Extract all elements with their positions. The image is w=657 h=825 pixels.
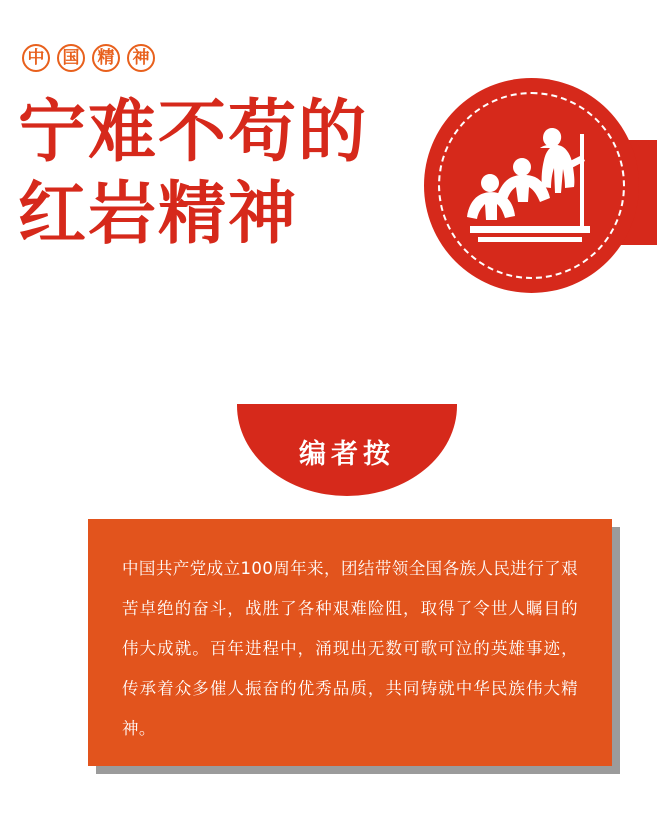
- eyebrow-char-1: 中: [22, 44, 50, 72]
- eyebrow-series-label: [22, 44, 155, 72]
- eyebrow-char-2: 国: [57, 44, 85, 72]
- eyebrow-char-3: 精: [92, 44, 120, 72]
- editor-note-body: 中国共产党成立100周年来，团结带领全国各族人民进行了艰苦卓绝的奋斗，战胜了各种艰难险阻，取得了令世人瞩目的伟大成就。百年进程中，涌现出无数可歌可泣的英雄事迹，传承着众多催人振奋的优秀品质，共同铸就中华民族伟大精神。: [122, 559, 578, 738]
- eyebrow-char-4: 神: [127, 44, 155, 72]
- editor-note-tab: [237, 404, 457, 496]
- monument-relief-seal-icon: [460, 114, 603, 257]
- page-title: [18, 92, 448, 256]
- emblem-circle: [424, 78, 639, 293]
- editor-note-tab-label: 编者按: [299, 439, 395, 470]
- emblem: [424, 78, 657, 308]
- editor-note-box: [88, 519, 612, 766]
- page-title-line-2: 红岩精神: [18, 175, 299, 254]
- page-title-line-1: 宁难不苟的: [18, 93, 369, 172]
